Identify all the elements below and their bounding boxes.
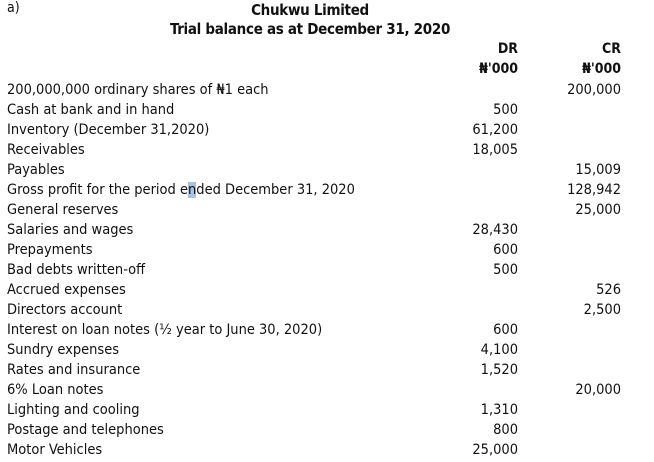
row-description: Lighting and cooling xyxy=(7,402,140,418)
row-debit-amount: 800 xyxy=(493,422,518,438)
trial-balance-table xyxy=(0,80,654,460)
company-name: Chukwu Limited xyxy=(251,1,369,19)
row-debit-amount: 600 xyxy=(493,322,518,338)
row-description: Gross profit for the period ended December 31, 2020 xyxy=(7,182,355,198)
cr-column-unit: ₦'000 xyxy=(582,61,621,77)
table-row xyxy=(0,280,654,300)
row-credit-amount: 200,000 xyxy=(567,82,621,98)
table-row xyxy=(0,420,654,440)
row-description: Postage and telephones xyxy=(7,422,164,438)
row-description: Directors account xyxy=(7,302,123,318)
table-row xyxy=(0,400,654,420)
row-description: 6% Loan notes xyxy=(7,382,104,398)
row-description: Prepayments xyxy=(7,242,93,258)
text-selection-highlight[interactable]: n xyxy=(188,182,197,198)
row-credit-amount: 15,009 xyxy=(575,162,621,178)
dr-column-header: DR xyxy=(497,41,518,57)
row-credit-amount: 2,500 xyxy=(583,302,621,318)
table-row xyxy=(0,320,654,340)
row-debit-amount: 18,005 xyxy=(472,142,518,158)
table-row xyxy=(0,180,654,200)
table-row xyxy=(0,260,654,280)
row-description: Accrued expenses xyxy=(7,282,126,298)
row-credit-amount: 20,000 xyxy=(575,382,621,398)
table-row xyxy=(0,380,654,400)
dr-column-unit: ₦'000 xyxy=(479,61,518,77)
row-description: Sundry expenses xyxy=(7,342,120,358)
part-label: a) xyxy=(7,0,20,16)
row-description: Payables xyxy=(7,162,65,178)
row-debit-amount: 1,310 xyxy=(480,402,518,418)
row-debit-amount: 500 xyxy=(493,262,518,278)
table-row xyxy=(0,100,654,120)
row-description: Inventory (December 31,2020) xyxy=(7,122,210,138)
row-description: Salaries and wages xyxy=(7,222,134,238)
row-debit-amount: 500 xyxy=(493,102,518,118)
row-debit-amount: 1,520 xyxy=(480,362,518,378)
table-row xyxy=(0,220,654,240)
table-row xyxy=(0,240,654,260)
row-debit-amount: 28,430 xyxy=(472,222,518,238)
cr-column-header: CR xyxy=(602,41,621,57)
row-description: General reserves xyxy=(7,202,119,218)
row-debit-amount: 61,200 xyxy=(472,122,518,138)
table-row xyxy=(0,80,654,100)
document-heading: Trial balance as at December 31, 2020 xyxy=(169,20,451,38)
row-description: Motor Vehicles xyxy=(7,442,103,458)
row-credit-amount: 128,942 xyxy=(567,182,621,198)
table-row xyxy=(0,140,654,160)
row-credit-amount: 526 xyxy=(596,282,621,298)
row-description: Cash at bank and in hand xyxy=(7,102,175,118)
table-row xyxy=(0,360,654,380)
row-debit-amount: 600 xyxy=(493,242,518,258)
table-row xyxy=(0,200,654,220)
row-description: Rates and insurance xyxy=(7,362,141,378)
row-credit-amount: 25,000 xyxy=(575,202,621,218)
table-row xyxy=(0,120,654,140)
row-description: 200,000,000 ordinary shares of ₦1 each xyxy=(7,82,269,98)
table-row xyxy=(0,440,654,460)
table-row xyxy=(0,340,654,360)
table-row xyxy=(0,300,654,320)
row-description: Receivables xyxy=(7,142,85,158)
row-description: Bad debts written-off xyxy=(7,262,146,278)
row-debit-amount: 4,100 xyxy=(480,342,518,358)
table-row xyxy=(0,160,654,180)
row-description: Interest on loan notes (½ year to June 30, 2020) xyxy=(7,322,323,338)
row-debit-amount: 25,000 xyxy=(472,442,518,458)
